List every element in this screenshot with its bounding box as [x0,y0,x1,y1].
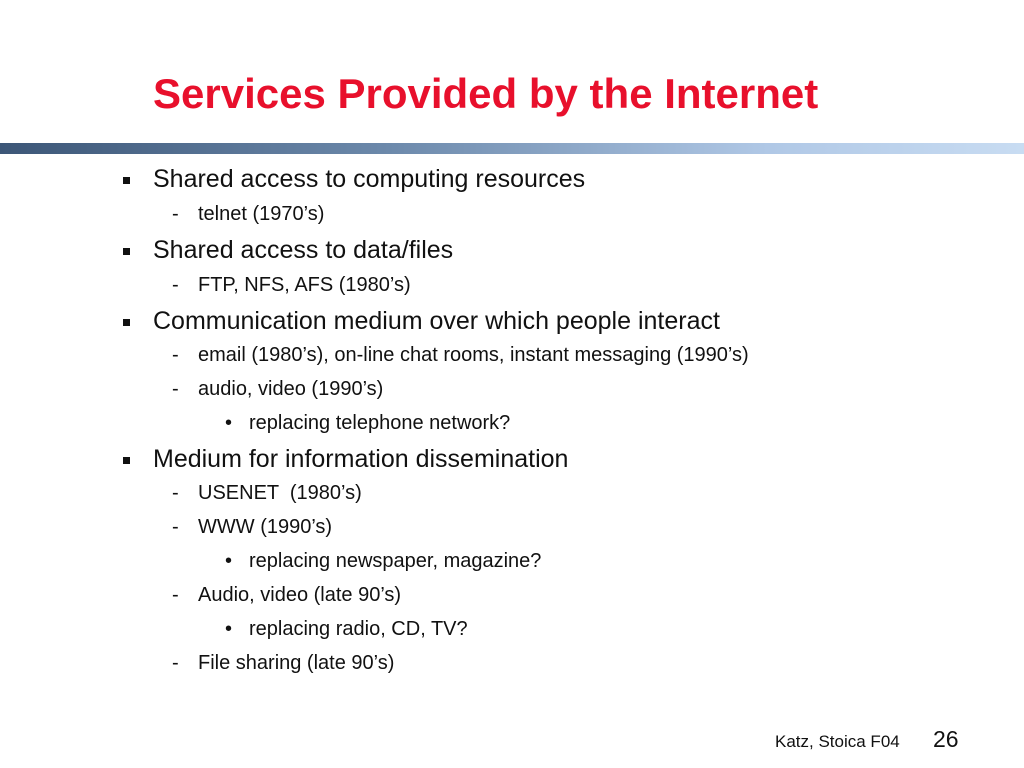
dot-bullet-icon: • [225,550,233,572]
sub-bullet-text: audio, video (1990’s) [198,378,384,400]
bullet-item [153,236,453,265]
sub-bullet-text: email (1980’s), on-line chat rooms, instant messaging (1990’s) [198,344,749,366]
dash-bullet-icon: - [172,516,179,538]
bullet-text: Medium for information dissemination [153,445,569,473]
bullet-text: Shared access to data/files [153,236,454,264]
sub-bullet-item [172,652,395,675]
sub-sub-bullet-item [225,618,468,641]
sub-sub-bullet-text: replacing radio, CD, TV? [249,618,468,640]
dash-bullet-icon: - [172,584,179,606]
dash-bullet-icon: - [172,203,179,225]
sub-bullet-text: USENET (1980’s) [198,482,362,504]
dash-bullet-icon: - [172,344,179,366]
dot-bullet-icon: • [225,412,233,434]
square-bullet-icon [123,319,130,326]
sub-sub-bullet-item [225,550,542,573]
dash-bullet-icon: - [172,274,179,296]
sub-bullet-item [172,344,749,367]
sub-bullet-text: FTP, NFS, AFS (1980’s) [198,274,411,296]
square-bullet-icon [123,457,130,464]
page-number: 26 [933,726,959,752]
square-bullet-icon [123,177,130,184]
sub-sub-bullet-text: replacing newspaper, magazine? [249,550,542,572]
sub-bullet-item [172,203,325,226]
sub-bullet-item [172,482,362,505]
sub-bullet-item [172,584,402,607]
footer-author: Katz, Stoica F04 [775,732,900,751]
sub-bullet-text: telnet (1970’s) [198,203,325,225]
sub-sub-bullet-text: replacing telephone network? [249,412,511,434]
sub-sub-bullet-item [225,412,511,435]
square-bullet-icon [123,248,130,255]
bullet-text: Shared access to computing resources [153,165,586,193]
sub-bullet-text: WWW (1990’s) [198,516,333,538]
sub-bullet-item [172,274,411,297]
bullet-item [153,445,568,474]
sub-bullet-text: Audio, video (late 90’s) [198,584,402,606]
dash-bullet-icon: - [172,652,179,674]
slide-title: Services Provided by the Internet [153,70,819,117]
sub-bullet-text: File sharing (late 90’s) [198,652,395,674]
sub-bullet-item [172,516,333,539]
bullet-text: Communication medium over which people interact [153,307,720,335]
dot-bullet-icon: • [225,618,233,640]
dash-bullet-icon: - [172,482,179,504]
bullet-item [153,165,585,194]
bullet-item [153,307,720,336]
dash-bullet-icon: - [172,378,179,400]
sub-bullet-item [172,378,384,401]
